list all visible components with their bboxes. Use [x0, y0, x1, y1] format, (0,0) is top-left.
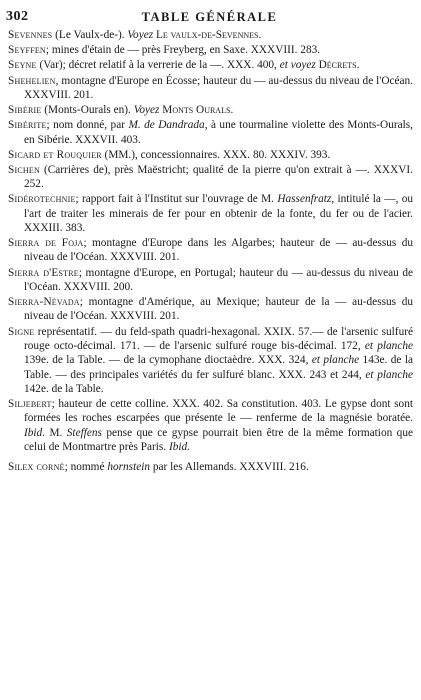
index-entry: [8, 103, 413, 117]
entry-text: ; montagne d'Amérique, au Mexique; hauteur de la — au-dessus du niveau de l'Océan. XXXVIII. 201.: [24, 296, 413, 323]
index-entry: [8, 43, 413, 57]
entry-headword: Seyne: [8, 59, 37, 72]
entry-text: 143e. de la Table. — des principales variétés du fer sulfuré blanc. XXX. 243 et 244,: [24, 354, 413, 381]
entry-headword: Sibérie: [8, 104, 42, 117]
entry-text: .: [230, 104, 234, 117]
entry-text: 142e. de la Table.: [24, 382, 104, 395]
entry-text: ; mines d'étain de — près Freyberg, en Saxe. XXXVIII. 283.: [45, 44, 321, 57]
index-entry: [8, 397, 413, 454]
entry-text: M.: [45, 426, 67, 439]
entry-text: (MM.), concessionnaires. XXX. 80. XXXIV. 393.: [101, 148, 331, 161]
entry-text: Ibid.: [168, 440, 190, 453]
entry-text: Hassenfratz: [277, 193, 332, 206]
index-entry: [8, 28, 413, 42]
entry-text: , à une tourmaline violette des Monts-Ourals, en Sibérie. XXXVII. 403.: [24, 119, 413, 146]
entry-text: et planche: [365, 368, 413, 381]
entry-text: ; montagne d'Europe, en Portugal; hauteur du — au-dessus du niveau de l'Océan. XXXVIII. 200.: [24, 266, 413, 293]
entry-text: (Var); décret relatif à la verrerie de la —. XXX. 400,: [36, 59, 280, 72]
entry-headword: Sierra-Névada: [8, 296, 80, 309]
entry-text: Voyez: [133, 104, 160, 117]
entry-headword: Sierra de Foja: [8, 237, 84, 250]
index-entry: [8, 74, 413, 103]
entry-headword: Sicard et Rouquier: [8, 148, 102, 161]
entry-headword: Seyffen: [8, 44, 46, 57]
entry-text: hornstein: [107, 460, 151, 473]
entry-text: par les Allemands. XXXVIII. 216.: [150, 460, 309, 473]
entry-text: ; nommé: [64, 460, 108, 473]
index-entry: [8, 58, 413, 72]
entry-text: ; rapport fait à l'Institut sur l'ouvrage de M.: [75, 193, 278, 206]
entry-text: .: [258, 29, 262, 41]
entry-headword: Sidérotechnie: [8, 193, 76, 206]
index-entry: [8, 460, 413, 474]
index-entry: [8, 163, 413, 192]
entry-headword: Siljebert: [8, 398, 52, 410]
entry-headword: Shehelien: [8, 74, 56, 87]
entry-text: représentatif. — du feld-spath quadri-hexagonal. XXIX. 57.— de l'arsenic sulfuré rouge octo-décimal. 171. — de l'arsenic sulfuré rouge bis-décimal. 172,: [24, 325, 413, 352]
entry-text: M. de Dandrada: [128, 119, 205, 132]
entry-text: Monts Ourals: [162, 104, 231, 117]
entry-headword: Sichen: [8, 163, 40, 176]
page-header: [6, 9, 413, 25]
entry-text: , montagne d'Europe en Écosse; hauteur du — au-dessus du niveau de l'Océan. XXXVIII. 201.: [24, 74, 413, 101]
entry-text: (Carrières de), près Maëstricht; qualité de la pierre qu'on extrait à —. XXXVI. 252.: [24, 163, 413, 191]
index-entry: [8, 236, 413, 265]
entry-text: Le vaulx-de-Sevennes: [155, 29, 259, 41]
entry-text: .: [356, 59, 360, 72]
entry-text: pense que ce gypse pourrait bien être de la même formation que celui de Montmartre près Paris.: [24, 426, 413, 453]
entry-headword: Signe: [8, 325, 35, 338]
entry-text: (Monts-Ourals en).: [41, 104, 134, 117]
entry-text: ; montagne d'Europe dans les Algarbes; hauteur de — au-dessus du niveau de l'Océan. XXXVIII. 201.: [24, 237, 413, 264]
entry-text: , intitulé la —, ou l'art de traiter les minerais de fer pour en obtenir de la fonte, du fer ou de l'acier. XXXIII. 383.: [24, 193, 414, 234]
entry-headword: Sierra d'Estre: [8, 266, 79, 279]
entry-text: ; hauteur de cette colline. XXX. 402. Sa constitution. 403. Le gypse dont sont formées les roches escarpées que présente le — renferme de la magnésie boratée.: [24, 398, 413, 425]
index-entry: [8, 295, 413, 324]
running-title: TABLE GÉNÉRALE: [141, 10, 278, 24]
index-entry: [8, 266, 413, 295]
entry-text: et planche: [364, 339, 413, 352]
index-entry: [8, 118, 413, 147]
entry-headword: Sibérite: [8, 119, 47, 132]
entry-text: 139e. de la Table. — de la cymophane dioctaèdre. XXX. 324,: [24, 354, 312, 367]
entry-text: Steffens: [66, 426, 102, 439]
index-entries: [8, 28, 413, 480]
entry-text: et voyez: [279, 59, 316, 72]
entry-text: Ibid.: [24, 426, 46, 439]
entry-text: Voyez: [127, 29, 154, 41]
page-number: 302: [6, 9, 29, 24]
entry-headword: Sevennes: [8, 29, 53, 41]
entry-text: Décrets: [318, 59, 357, 72]
entry-text: et planche: [311, 354, 360, 367]
index-entry: [8, 325, 413, 396]
entry-text: (Le Vaulx-de-).: [52, 29, 128, 41]
entry-headword: Silex corné: [8, 460, 65, 473]
index-entry: [8, 148, 413, 162]
entry-text: ; nom donné, par: [46, 119, 129, 132]
index-entry: [8, 192, 413, 235]
